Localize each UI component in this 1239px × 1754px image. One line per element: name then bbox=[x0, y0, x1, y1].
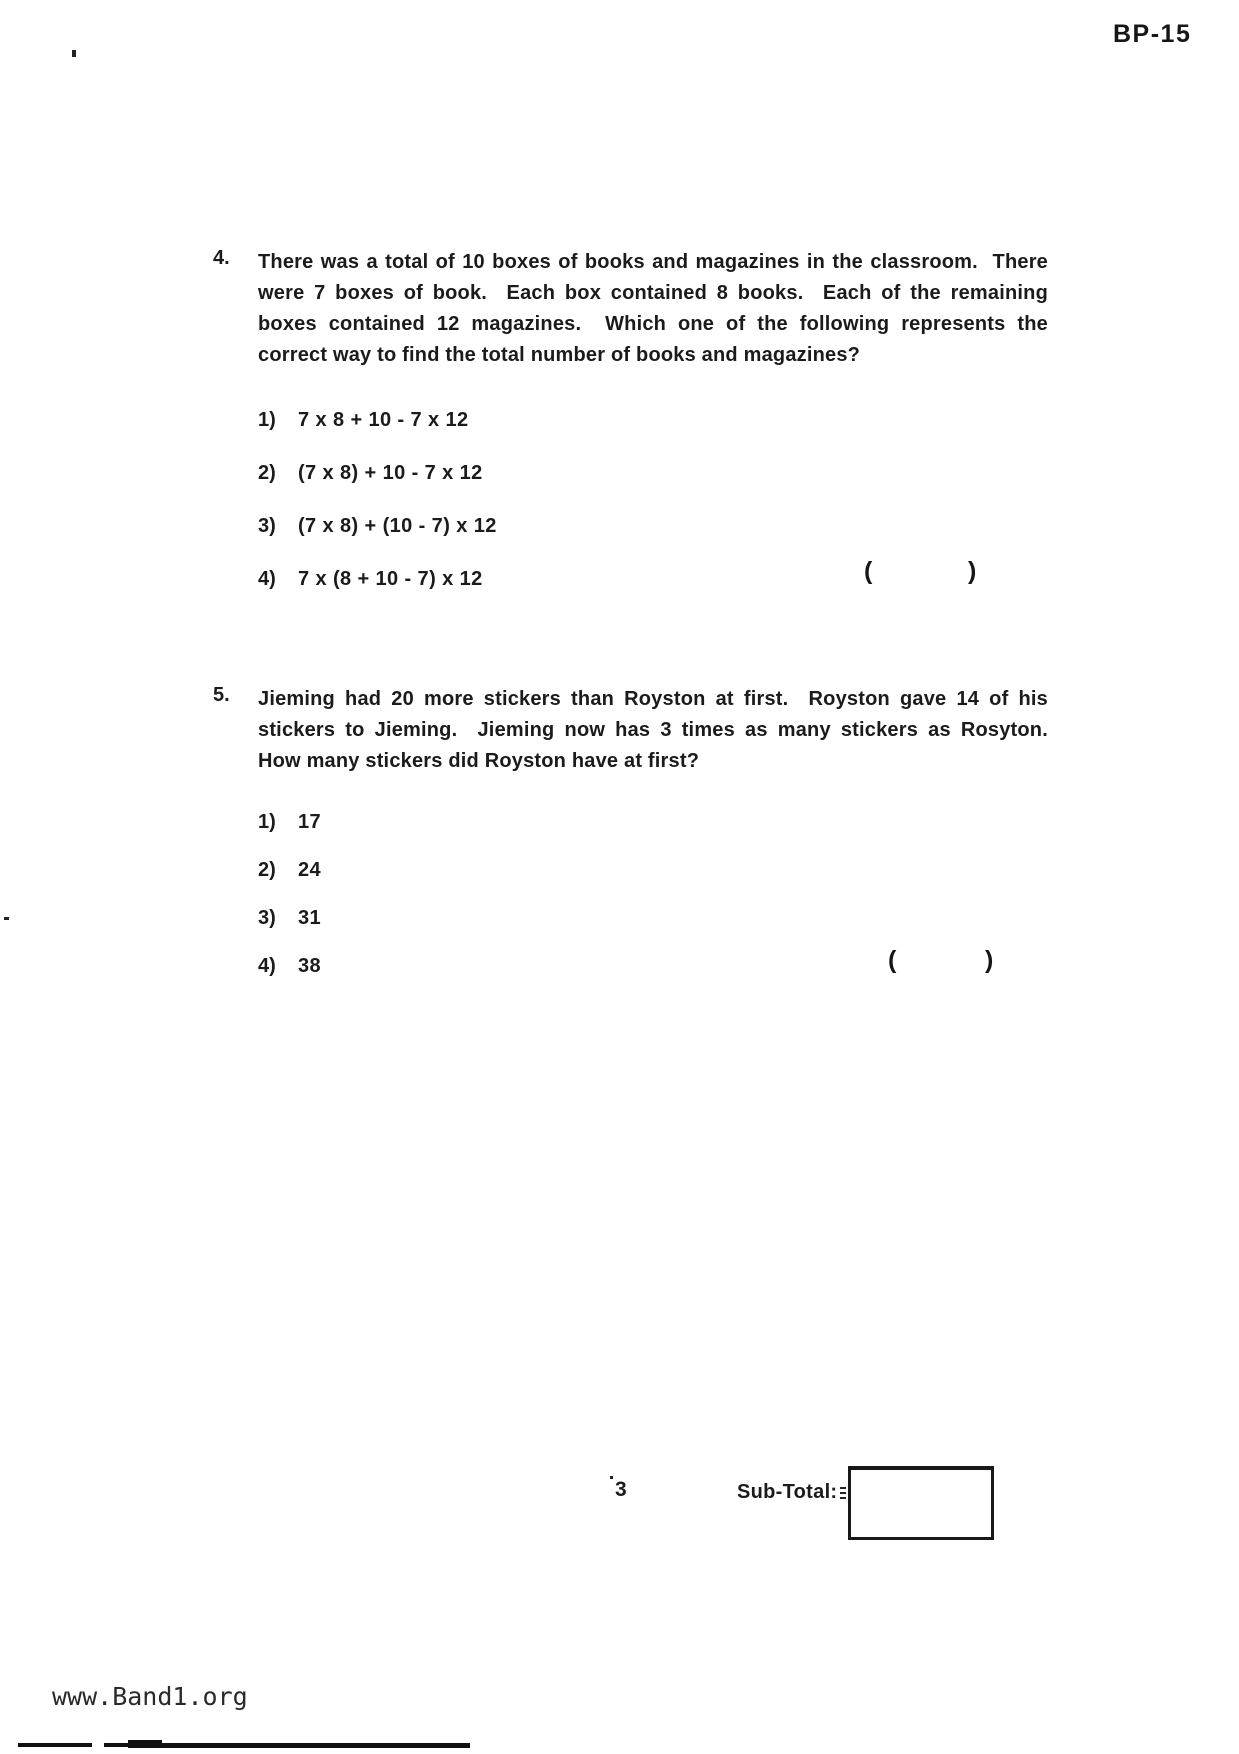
option-row bbox=[258, 511, 1048, 542]
option-label: 4) bbox=[258, 568, 276, 590]
question-text-line: How many stickers did Royston have at first? bbox=[258, 750, 700, 772]
question-body bbox=[258, 684, 1048, 999]
scan-speck bbox=[72, 50, 76, 57]
footer-website-url: www.Band1.org bbox=[52, 1682, 248, 1711]
option-row bbox=[258, 855, 1048, 886]
footer-bar-segment bbox=[18, 1743, 92, 1747]
option-row bbox=[258, 458, 1048, 489]
option-text: 17 bbox=[298, 811, 322, 833]
answer-bracket-open: ( bbox=[864, 557, 873, 585]
option-row bbox=[258, 564, 1048, 595]
option-label: 1) bbox=[258, 811, 276, 833]
answer-bracket-close: ) bbox=[985, 946, 994, 974]
question-text-line: boxes contained 12 magazines. Which one of the following represents the bbox=[258, 313, 1048, 335]
page-number: 3 bbox=[615, 1478, 627, 1501]
question-text-line: were 7 boxes of book. Each box contained 8 books. Each of the remaining bbox=[258, 282, 1048, 304]
option-text: 24 bbox=[298, 859, 322, 881]
option-label: 4) bbox=[258, 955, 276, 977]
option-text: 7 x 8 + 10 - 7 x 12 bbox=[298, 409, 469, 431]
option-label: 2) bbox=[258, 462, 276, 484]
question-body bbox=[258, 247, 1048, 617]
subtotal-score-box bbox=[848, 1466, 994, 1540]
page-header-code: BP-15 bbox=[1113, 20, 1192, 48]
question-4 bbox=[213, 247, 1048, 617]
scan-speck bbox=[610, 1476, 613, 1479]
option-label: 1) bbox=[258, 409, 276, 431]
option-row bbox=[258, 903, 1048, 934]
question-number: 5. bbox=[213, 684, 230, 706]
option-text: 31 bbox=[298, 907, 322, 929]
answer-bracket-close: ) bbox=[968, 557, 977, 585]
option-label: 3) bbox=[258, 515, 276, 537]
option-row bbox=[258, 951, 1048, 982]
option-text: 38 bbox=[298, 955, 322, 977]
question-text-line: There was a total of 10 boxes of books and magazines in the classroom. There bbox=[258, 251, 1048, 273]
question-text-line: stickers to Jieming. Jieming now has 3 times as many stickers as Rosyton. bbox=[258, 719, 1048, 741]
answer-bracket-open: ( bbox=[888, 946, 897, 974]
option-row bbox=[258, 405, 1048, 436]
question-5 bbox=[213, 684, 1048, 999]
option-text: (7 x 8) + (10 - 7) x 12 bbox=[298, 515, 497, 537]
question-text-line: Jieming had 20 more stickers than Royston at first. Royston gave 14 of his bbox=[258, 688, 1048, 710]
options-list bbox=[258, 807, 1048, 982]
option-text: (7 x 8) + 10 - 7 x 12 bbox=[298, 462, 483, 484]
subtotal-label: Sub-Total: bbox=[737, 1481, 838, 1503]
option-label: 3) bbox=[258, 907, 276, 929]
scan-speck bbox=[4, 917, 9, 920]
question-number: 4. bbox=[213, 247, 230, 269]
option-row bbox=[258, 807, 1048, 838]
footer-bar-segment bbox=[158, 1743, 470, 1748]
question-text-line: correct way to find the total number of books and magazines? bbox=[258, 344, 861, 366]
options-list bbox=[258, 405, 1048, 595]
option-text: 7 x (8 + 10 - 7) x 12 bbox=[298, 568, 483, 590]
scan-speck bbox=[840, 1487, 846, 1489]
footer-bar-segment bbox=[128, 1740, 162, 1748]
option-label: 2) bbox=[258, 859, 276, 881]
